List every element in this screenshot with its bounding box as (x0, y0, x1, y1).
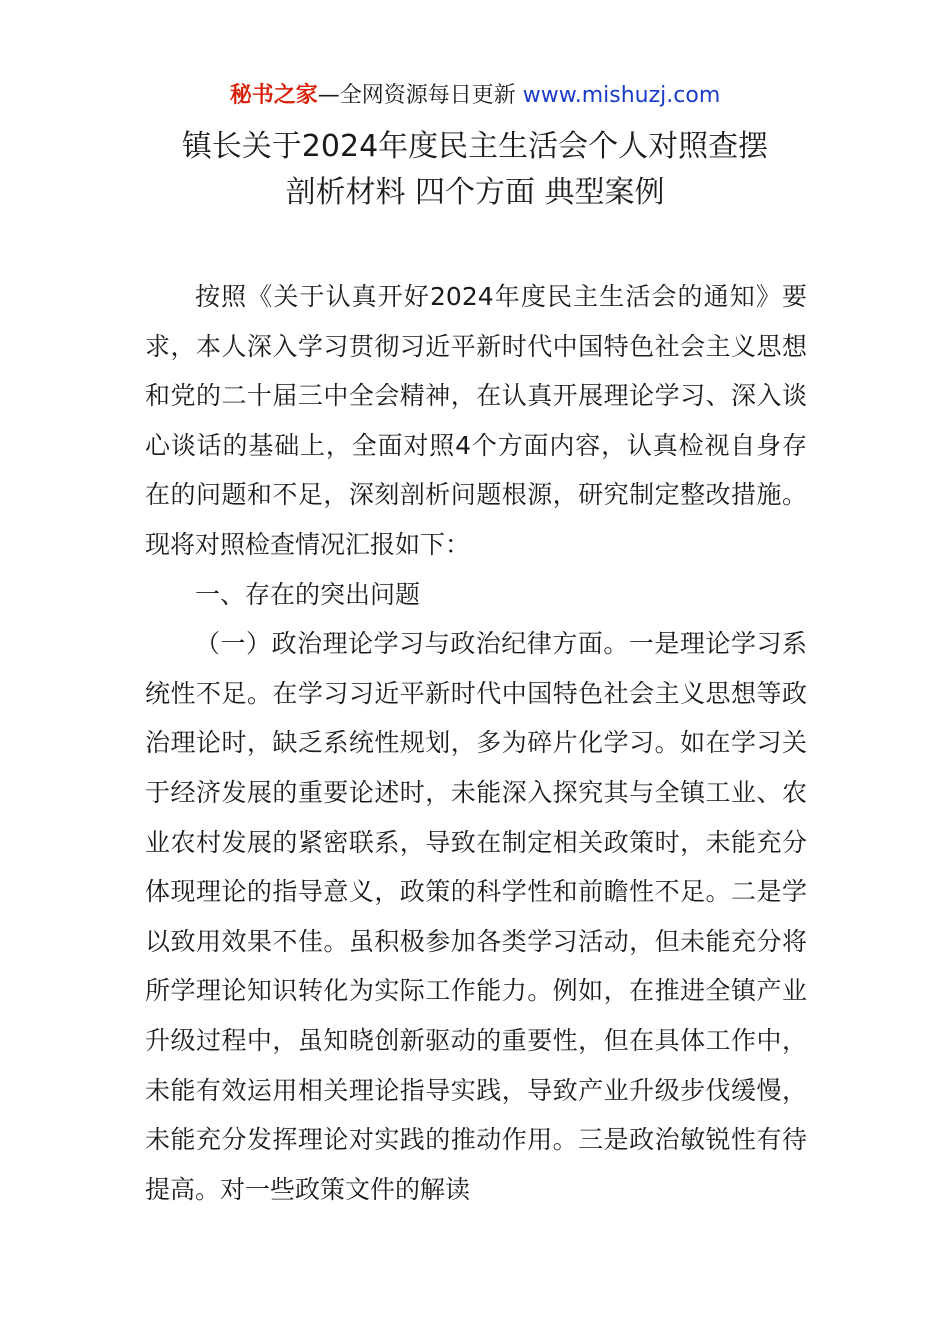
brand-name: 秘书之家 (229, 83, 318, 108)
title-line-2: 剖析材料 四个方面 典型案例 (285, 175, 665, 210)
title-line-1: 镇长关于2024年度民主生活会个人对照查摆 (181, 129, 769, 164)
site-url-link[interactable]: www.mishuzj.com (522, 83, 721, 108)
section-heading: 一、存在的突出问题 (195, 579, 421, 609)
document-title (0, 124, 950, 216)
document-body (145, 272, 807, 1214)
paragraph-political-theory: （一）政治理论学习与政治纪律方面。一是理论学习系统性不足。在学习习近平新时代中国特色社会主义思想等政治理论时，缺乏系统性规划，多为碎片化学习。如在学习关于经济发展的重要论述时，未能深入探究其与全镇工业、农业农村发展的紧密联系，导致在制定相关政策时，未能充分体现理论的指导意义，政策的科学性和前瞻性不足。二是学以致用效果不佳。虽积极参加各类学习活动，但未能充分将所学理论知识转化为实际工作能力。例如，在推进全镇产业升级过程中，虽知晓创新驱动的重要性，但在具体工作中，未能有效运用相关理论指导实践，导致产业升级步伐缓慢，未能充分发挥理论对实践的推动作用。三是政治敏锐性有待提高。对一些政策文件的解读 (145, 629, 807, 1204)
header-tagline: —全网资源每日更新 (317, 83, 523, 108)
paragraph-intro: 按照《关于认真开好2024年度民主生活会的通知》要求，本人深入学习贯彻习近平新时代中国特色社会主义思想和党的二十届三中全会精神，在认真开展理论学习、深入谈心谈话的基础上，全面对照4个方面内容，认真检视自身存在的问题和不足，深刻剖析问题根源，研究制定整改措施。现将对照检查情况汇报如下： (145, 282, 807, 559)
site-header (0, 80, 950, 112)
